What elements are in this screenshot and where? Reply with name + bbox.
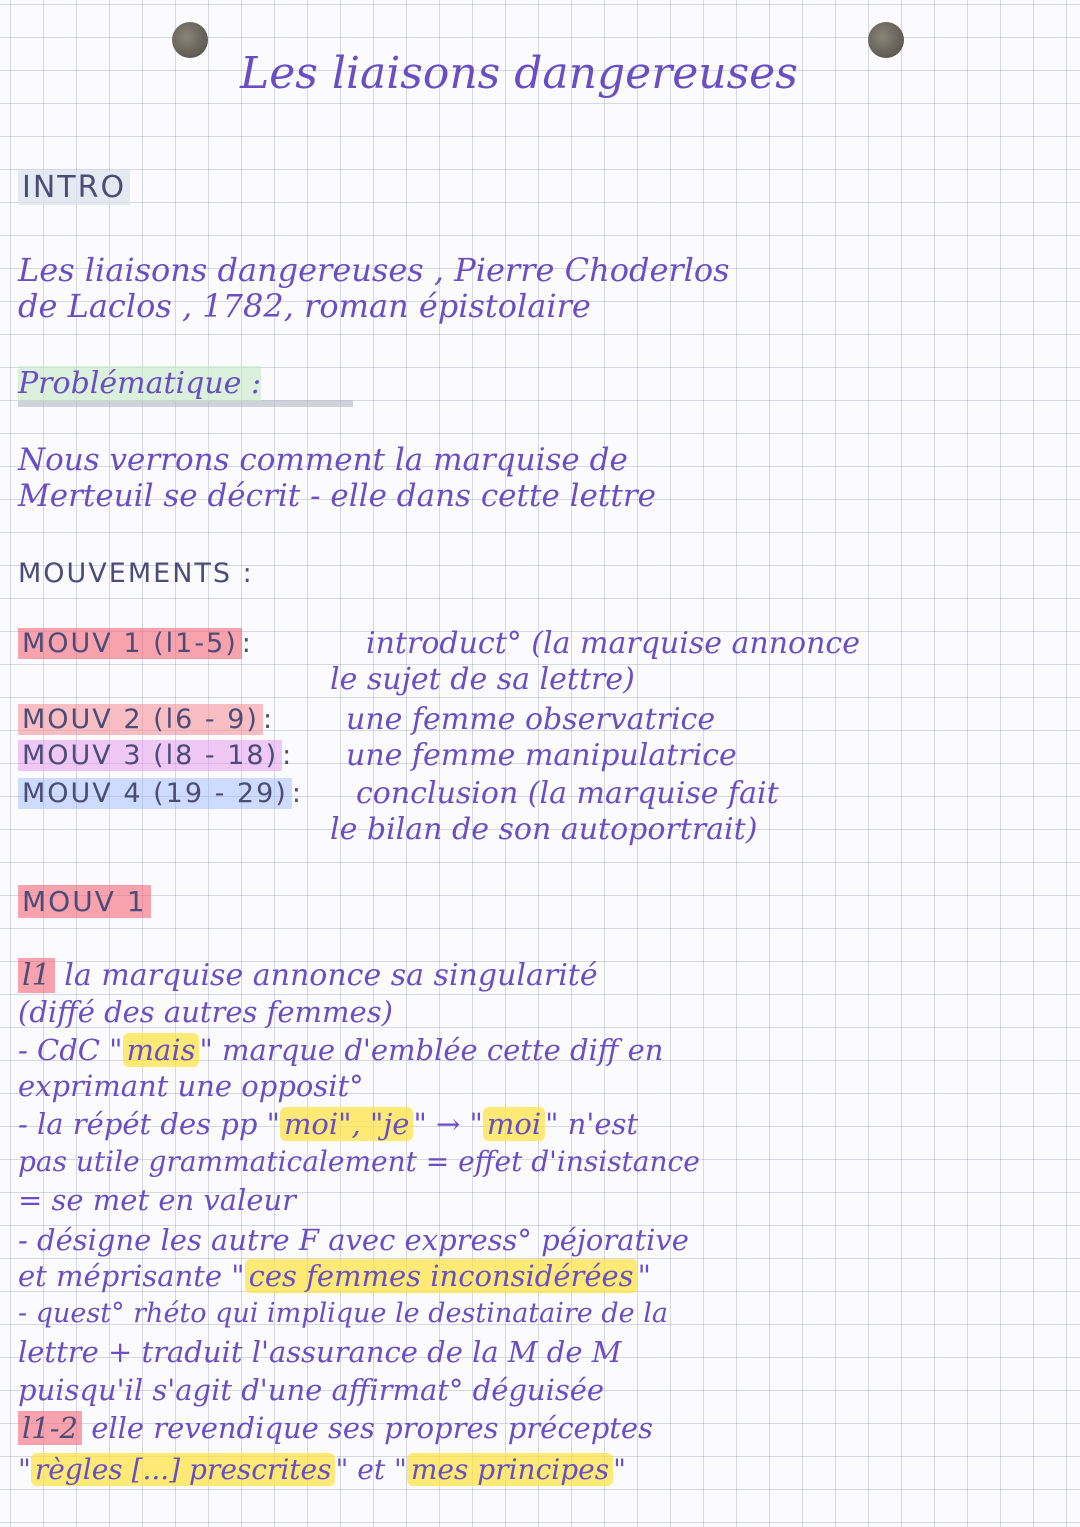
mouv1-line-14b: " et " (335, 1453, 407, 1486)
mouv1-line-2: (diffé des autres femmes) (18, 995, 393, 1029)
mouv1-line-5c: " n'est (545, 1107, 639, 1141)
mouv1-line-4: exprimant une opposit° (18, 1069, 364, 1103)
highlight-ces-femmes: ces femmes inconsidérées (245, 1259, 638, 1293)
intro-heading (18, 170, 130, 206)
mouv1-line-9b: " (637, 1259, 651, 1293)
mouv1-line-3a: - CdC " (18, 1033, 123, 1067)
mouv-3-desc: une femme manipulatrice (346, 738, 737, 773)
mouv-1-sep: : (241, 628, 253, 659)
mouv-3-sep: : (282, 740, 294, 771)
line-tag-l1-2: l1-2 (18, 1411, 82, 1445)
mouv1-line-1 (18, 958, 598, 994)
mouv1-line-5b: " → " (413, 1107, 483, 1141)
mouv-1-label-text: MOUV 1 (l1-5) (18, 628, 242, 659)
title-text: Les liaisons dangereuses (240, 48, 798, 99)
highlight-moi-je: moi", "je (280, 1107, 414, 1141)
mouv1-line-3 (18, 1032, 663, 1068)
mouv1-line-9 (18, 1258, 651, 1294)
highlight-regles: règles [...] prescrites (31, 1453, 336, 1486)
mouv-1-label (18, 626, 253, 662)
mouv-1-desc: introduct° (la marquise annonce (366, 626, 860, 661)
mouv1-line-13-text: elle revendique ses propres préceptes (91, 1411, 653, 1445)
mouv-2-desc: une femme observatrice (346, 702, 716, 737)
mouv1-line-6: pas utile grammaticalement = effet d'insistance (18, 1145, 700, 1178)
highlight-mes-principes: mes principes (407, 1453, 613, 1486)
mouv-2-label (18, 702, 274, 738)
mouv1-line-14a: " (18, 1453, 31, 1486)
mouv1-heading-text: MOUV 1 (18, 885, 151, 918)
mouv1-line-14 (18, 1452, 626, 1488)
mouvements-heading: MOUVEMENTS : (18, 558, 254, 589)
mouv1-line-11: lettre + traduit l'assurance de la M de M (18, 1335, 622, 1369)
mouv-2-label-text: MOUV 2 (l6 - 9) (18, 704, 263, 735)
problematique-label-text: Problématique : (18, 366, 262, 401)
mouv1-line-5 (18, 1106, 638, 1142)
mouv-3-label-text: MOUV 3 (l8 - 18) (18, 740, 282, 771)
problematique-line-1: Nous verrons comment la marquise de (18, 442, 628, 478)
problematique-line-2: Merteuil se décrit - elle dans cette lettre (18, 478, 656, 514)
page-title (170, 40, 910, 110)
problematique-label (18, 366, 261, 402)
mouv1-line-3b: " marque d'emblée cette diff en (199, 1033, 664, 1067)
highlight-mais: mais (123, 1033, 200, 1067)
intro-heading-text: INTRO (18, 170, 130, 205)
line-tag-l1: l1 (18, 958, 55, 993)
mouv-4-sep: : (291, 778, 303, 809)
mouv-2-sep: : (262, 704, 275, 735)
mouv1-line-5a: - la répét des pp " (18, 1107, 280, 1141)
mouv1-line-7: = se met en valeur (18, 1183, 297, 1217)
mouv-4-label-text: MOUV 4 (19 - 29) (18, 778, 292, 809)
mouv1-line-10: - quest° rhéto qui implique le destinataire de la (18, 1298, 668, 1329)
highlight-moi: moi (483, 1107, 545, 1141)
intro-line-2: de Laclos , 1782, roman épistolaire (18, 287, 591, 325)
mouv1-heading (18, 884, 151, 920)
mouv1-line-8: - désigne les autre F avec express° péjorative (18, 1223, 689, 1257)
intro-line-1: Les liaisons dangereuses , Pierre Choderlos (18, 251, 730, 289)
mouv1-line-13 (18, 1410, 653, 1446)
mouv-4-desc-2: le bilan de son autoportrait) (330, 812, 758, 847)
mouv1-line-12: puisqu'il s'agit d'une affirmat° déguisée (18, 1373, 605, 1407)
mouv1-line-14c: " (613, 1453, 626, 1486)
mouv1-line-9a: et méprisante " (18, 1259, 245, 1293)
mouv1-line-1-text: la marquise annonce sa singularité (64, 958, 598, 993)
mouv-4-label (18, 776, 303, 812)
mouv-3-label (18, 738, 293, 774)
mouv-4-desc: conclusion (la marquise fait (356, 776, 779, 811)
mouv-1-desc-2: le sujet de sa lettre) (330, 662, 635, 697)
